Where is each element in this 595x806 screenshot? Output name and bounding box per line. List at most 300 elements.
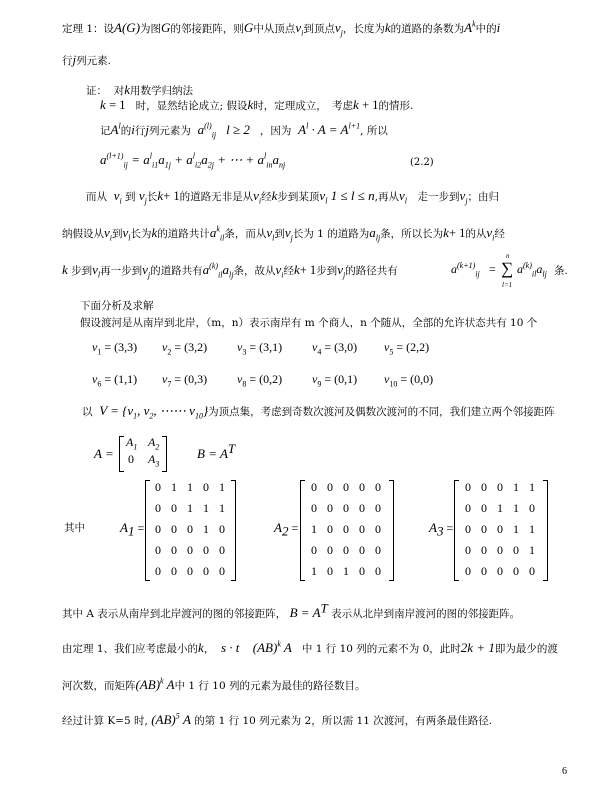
analysis-heading: 下面分析及求解 (80, 300, 154, 312)
text: 的道路共有 (150, 265, 203, 277)
text: 河次数，而矩阵 (62, 680, 136, 692)
A-block: $A_1$ (126, 435, 138, 452)
matrix-cell: 0 (311, 543, 317, 557)
state-symbol: v (92, 340, 98, 354)
math-sub: i (109, 233, 113, 243)
matrix-cell: 0 (171, 543, 177, 557)
state-value: = (0,2) (246, 372, 283, 386)
math-vl (319, 188, 328, 206)
math-part: a (201, 152, 208, 167)
math-product (202, 261, 234, 280)
B-equation (197, 441, 236, 462)
text: 步到 (71, 265, 93, 277)
matrix-cell: 1 (529, 480, 535, 494)
math-sup: l (192, 151, 195, 161)
state-value: = (0,0) (397, 372, 434, 386)
math-v: v (122, 225, 129, 240)
text: 经 (283, 265, 294, 277)
state-value: = (3,2) (171, 340, 208, 354)
math-A: A (182, 712, 191, 727)
math-B: B = A (289, 605, 321, 620)
state-symbol: v (237, 372, 243, 386)
matrix-cell: 0 (311, 501, 317, 515)
bracket-left (300, 480, 305, 581)
math-a: a (222, 262, 229, 277)
math-k: k (247, 97, 254, 112)
text: 列元素为 (148, 125, 191, 137)
text: 的道路无非是从 (179, 191, 254, 203)
matrix-cell: 0 (171, 522, 177, 536)
math-v: v (275, 262, 282, 277)
matrix-cell: 0 (497, 522, 503, 536)
bracket-right (543, 480, 548, 581)
state-symbol: v (312, 372, 318, 386)
state-item (312, 340, 357, 355)
text: 的情形. (378, 100, 414, 112)
matrix-cell: 1 (311, 564, 317, 578)
theorem-label: 定理 1：设 (62, 23, 115, 35)
state-value: = (0,3) (171, 372, 208, 386)
math-k: k (443, 225, 449, 240)
matrix-cell: 0 (465, 543, 471, 557)
matrix-cell: 1 (203, 522, 209, 536)
state-item (384, 340, 429, 355)
math-vj (138, 188, 147, 206)
math-a: a (100, 152, 107, 167)
math-sub: i2 (195, 160, 202, 170)
matrix-cell: 1 (219, 480, 225, 494)
text: 到 (274, 228, 285, 240)
A2-label (274, 520, 299, 539)
matrix-cell: 0 (481, 501, 487, 515)
matrix-cell: 0 (155, 501, 161, 515)
state-item (162, 340, 207, 355)
matrix-A2 (306, 477, 386, 582)
text: 长为 1 的道路为 (292, 228, 370, 240)
math-v: v (266, 225, 273, 240)
math-plus: + 1 (362, 98, 379, 112)
text: 长 (146, 191, 158, 203)
state-symbol: v (92, 372, 98, 386)
final-result (62, 712, 492, 729)
math-A: A (110, 122, 119, 137)
text: ， (203, 643, 215, 655)
proof-base (100, 97, 413, 114)
math-sub: in (266, 160, 273, 170)
text: 的道路共计 (157, 228, 210, 240)
math-part: , v (137, 403, 150, 418)
math-sub: 2j (207, 160, 214, 170)
proof-para-3 (62, 262, 398, 279)
sum-upper: n (506, 252, 510, 260)
state-item (92, 372, 137, 387)
sum-lhs (451, 262, 480, 277)
math-vl (399, 188, 408, 206)
text: 用数学归纳法 (129, 85, 193, 97)
math-v: v (138, 188, 145, 203)
matrix-cell: 0 (327, 480, 333, 494)
matrix-cell: 0 (187, 522, 193, 536)
math-sub: ij (123, 160, 128, 170)
state-symbol: v (237, 340, 243, 354)
math-A: A (429, 520, 437, 535)
bracket-left (454, 480, 459, 581)
state-index: 1 (97, 347, 102, 357)
text: 经 (261, 191, 272, 203)
math-cond: l ≥ 2 (226, 122, 250, 137)
math-a: a (209, 225, 217, 240)
math-part: V = {v (99, 403, 134, 418)
proof-para-1 (86, 188, 499, 205)
math-vj (284, 225, 293, 243)
text: 行 (134, 125, 146, 137)
state-item (384, 372, 433, 387)
matrix-cell: 1 (219, 501, 225, 515)
math-2k1: 2k + 1 (460, 640, 495, 655)
sum-symbol: ∑ (501, 259, 514, 278)
matrix-cell: 0 (497, 480, 503, 494)
matrix-cell: 0 (375, 564, 381, 578)
math-part: } (202, 403, 209, 418)
math-sub: ij (211, 130, 217, 140)
text: 其中 A 表示从南岸到北岸渡河的图的邻接距阵， (62, 608, 287, 620)
math-v: v (295, 20, 302, 35)
text: 的邻接距阵，则 (170, 23, 244, 35)
matrix-cell: 0 (343, 501, 349, 515)
A-block-index: 1 (133, 442, 138, 452)
matrix-meaning (62, 600, 521, 622)
math-sub: l (325, 196, 328, 206)
math-sup: l (149, 151, 153, 161)
matrix-cell: 0 (203, 564, 209, 578)
math-part: a (158, 152, 165, 167)
math-v: v (486, 225, 493, 240)
math-v: v (319, 188, 326, 203)
text: 由定理 1、我们应考虑最小的 (62, 643, 199, 655)
math-k: k (352, 97, 359, 112)
text: 条，所以长为 (380, 228, 444, 240)
math-sup: (l) (204, 121, 212, 131)
A-label (94, 446, 114, 462)
sum-lower: l=1 (502, 281, 513, 289)
state-index: 8 (242, 379, 247, 389)
math-eq: = 1 (109, 98, 126, 112)
matrix-cell: 0 (359, 501, 365, 515)
state-item (92, 340, 137, 355)
math-sub: 10 (194, 411, 203, 421)
matrix-cell: 0 (375, 522, 381, 536)
math-part: (AB) (135, 677, 161, 692)
matrix-cell: 0 (497, 543, 503, 557)
matrix-cell: 0 (343, 480, 349, 494)
math-sup: l+1 (348, 121, 361, 131)
text: 记 (100, 125, 111, 137)
math-sub: il (531, 269, 537, 279)
state-value: = (2,2) (393, 340, 430, 354)
math-product (298, 122, 360, 137)
matrix-cell: 0 (529, 564, 535, 578)
matrix-cell: 1 (203, 501, 209, 515)
matrix-cell: 1 (171, 480, 177, 494)
math-k: k (124, 82, 130, 97)
math-ail (209, 224, 225, 243)
math-sub: ij (475, 269, 480, 279)
proof-label: 证： (86, 85, 107, 97)
text: ；由归 (467, 191, 500, 203)
matrix-cell: 0 (375, 501, 381, 515)
text: 时，定理成立， 考虑 (253, 100, 353, 112)
text: 条，故从 (233, 265, 276, 277)
math-part: a (272, 152, 279, 167)
text: 的道路的条数为 (390, 23, 465, 35)
matrix-cell: 0 (327, 564, 333, 578)
math-sub: j (342, 270, 346, 280)
math-rhs (131, 151, 286, 170)
math-a: a (369, 225, 376, 240)
math-k: k (271, 188, 278, 203)
math-eq: = (446, 521, 454, 535)
math-sup: l (306, 121, 309, 131)
state-value: = (3,3) (101, 340, 138, 354)
math-sub: 3 (436, 523, 444, 539)
matrix-cell: 0 (375, 543, 381, 557)
matrix-cell: 0 (155, 480, 161, 494)
matrix-cell: 0 (155, 543, 161, 557)
math-sub: i (281, 270, 284, 280)
text: 长为 (130, 228, 152, 240)
math-A: A (464, 20, 473, 35)
matrix-cell: 0 (203, 543, 209, 557)
proof-para-2 (62, 225, 505, 242)
math-sub: lj (229, 270, 234, 280)
matrix-cell: 0 (327, 543, 333, 557)
math-sup: (k) (209, 261, 219, 271)
proof-recall (100, 122, 388, 139)
matrix-cell: 0 (513, 543, 519, 557)
matrix-cell: 1 (187, 480, 193, 494)
text: 而从 (86, 191, 107, 203)
text: 的第 1 行 10 列元素为 2，所以需 11 次渡河，有两条最佳路径. (194, 715, 493, 727)
math-sup: T (320, 600, 328, 616)
math-v: v (334, 20, 341, 35)
math-i: i (496, 20, 501, 35)
text: 对 (113, 85, 125, 97)
math-sub: i (119, 196, 122, 206)
A3-label (429, 520, 454, 539)
state-index: 9 (317, 379, 322, 389)
text: ，长度为 (342, 23, 385, 35)
math-j: j (145, 122, 149, 137)
math-v: v (92, 262, 98, 277)
math-sub: i (258, 196, 262, 206)
state-index: 2 (167, 347, 172, 357)
math-sub: i1 (152, 160, 159, 170)
math-a: a (197, 122, 205, 137)
state-item (162, 372, 207, 387)
text: 表示从北岸到南岸渡河的图的邻接距阵。 (331, 608, 521, 620)
matrix-cell: 1 (529, 522, 535, 536)
math-mid: · A = A (308, 122, 349, 137)
text: 步到某顶 (277, 191, 320, 203)
where-label: 其中 (64, 522, 85, 534)
math-Ak (464, 20, 476, 35)
matrix-cell: 0 (529, 501, 535, 515)
math-sub: 1j (164, 160, 171, 170)
math-sup: (k+1) (457, 261, 476, 270)
math-sub: j (290, 233, 293, 243)
matrix-cell: 0 (187, 543, 193, 557)
text: , 所以 (360, 125, 388, 137)
state-symbol: v (162, 340, 168, 354)
math-label: A = (94, 446, 114, 461)
math-k: k (151, 225, 158, 240)
math-part: , ⋯⋯ v (153, 403, 195, 418)
math-ABkA (136, 677, 175, 692)
theorem-line-1 (62, 20, 500, 37)
state-index: 6 (97, 379, 102, 389)
matrix-cell: 0 (171, 564, 177, 578)
theorem-line-2 (62, 52, 111, 69)
math-sub: lj (375, 233, 381, 243)
math-sub: il (219, 233, 225, 243)
text: 中从顶点 (253, 23, 296, 35)
math-sup: k (472, 19, 476, 29)
text: 中 1 行 10 列的元素不为 0，此时 (301, 643, 461, 655)
math-a: a (451, 262, 457, 276)
math-sup: (l+1) (106, 151, 124, 161)
math-vj (334, 20, 343, 38)
math-part: (AB) (151, 712, 176, 727)
matrix-cell: 0 (481, 480, 487, 494)
math-sub: j (465, 196, 468, 206)
math-plus: + 1 (448, 226, 466, 240)
bracket-right (231, 480, 236, 581)
matrix-cell: 0 (219, 522, 225, 536)
matrix-cell: 0 (311, 480, 317, 494)
math-Al (111, 122, 121, 137)
equation-2-2 (100, 152, 285, 169)
page-number: 6 (562, 766, 567, 777)
math-part: (AB) (252, 640, 278, 655)
bracket-right (389, 480, 394, 581)
matrix-cell: 0 (327, 501, 333, 515)
math-v: v (253, 188, 259, 203)
math-a: a (536, 262, 543, 276)
state-value: = (3,0) (321, 340, 358, 354)
text: 经 (494, 228, 505, 240)
text: 的 (120, 125, 132, 137)
math-vl (92, 262, 101, 280)
bracket-right (162, 436, 167, 472)
analysis-assumption: 假设渡河是从南岸到北岸，（m，n）表示南岸有 m 个商人，n 个随从，全部的允许状态共有 10 个 (80, 317, 538, 329)
math-v: v (104, 225, 110, 240)
matrix-A3 (460, 477, 540, 582)
text: 中的 (475, 23, 497, 35)
math-aij (197, 121, 217, 140)
math-sub: l (404, 196, 408, 206)
math-alj (369, 225, 381, 243)
text: 步到 (316, 265, 338, 277)
math-a: a (202, 262, 210, 277)
math-v: v (459, 188, 466, 203)
text: 时，显然结论成立; 假设 (135, 100, 248, 112)
math-sub: 1 (133, 411, 138, 421)
math-vj (337, 262, 346, 280)
math-A: A (283, 640, 292, 655)
text: 列元素. (76, 55, 111, 67)
text: 为顶点集，考虑到奇数次渡河及偶数次渡河的不同，我们建立两个邻接距阵 (208, 406, 555, 418)
math-A: A (298, 122, 307, 137)
text: 为图 (140, 23, 162, 35)
math-sub: i (301, 28, 304, 38)
A-block-index: 2 (155, 442, 160, 452)
math-G: G (243, 20, 254, 35)
math-plus: + 1 (163, 189, 180, 203)
math-sub: 2 (281, 523, 289, 539)
state-value: = (3,1) (246, 340, 283, 354)
matrix-cell: 1 (529, 543, 535, 557)
math-vj (142, 262, 151, 280)
math-ABkA (253, 640, 292, 655)
math-sub: j (340, 28, 343, 38)
math-A: A (120, 520, 128, 535)
matrix-cell: 0 (481, 543, 487, 557)
math-A: A (166, 677, 175, 692)
matrix-cell: 0 (375, 480, 381, 494)
math-sup: l (264, 151, 267, 161)
math-v: v (284, 225, 291, 240)
state-index: 3 (242, 347, 247, 357)
text: 条. (554, 265, 568, 277)
math-sup: T (227, 441, 236, 456)
matrix-cell: 1 (497, 501, 503, 515)
matrix-cell: 1 (343, 564, 349, 578)
math-B: B = A (197, 446, 228, 461)
text: 的从 (465, 228, 487, 240)
matrix-cell: 0 (343, 543, 349, 557)
math-sub: j (147, 270, 151, 280)
math-vset (99, 403, 209, 421)
state-value: = (0,1) (321, 372, 358, 386)
math-sub: j (144, 196, 147, 206)
conclusion-line-1 (62, 640, 558, 657)
text: 以 (82, 406, 93, 418)
math-part: = a (131, 152, 150, 167)
A1-label (120, 520, 145, 539)
math-sup: k (277, 639, 281, 649)
math-sub: nj (278, 160, 286, 170)
state-index: 10 (389, 379, 398, 389)
matrix-cell: 0 (359, 480, 365, 494)
matrix-cell: 0 (465, 522, 471, 536)
matrix-cell: 1 (311, 522, 317, 536)
matrix-cell: 1 (513, 522, 519, 536)
text: 经过计算 K=5 时, (62, 715, 148, 727)
math-k: k (198, 640, 204, 655)
matrix-cell: 0 (481, 564, 487, 578)
math-vi (253, 188, 262, 206)
matrix-cell: 0 (219, 543, 225, 557)
math-st: s · t (221, 640, 240, 655)
math-sub: 2 (149, 411, 154, 421)
state-item (237, 372, 282, 387)
math-v: v (337, 262, 343, 277)
math-sub: i (492, 233, 495, 243)
matrix-cell: 0 (155, 522, 161, 536)
math-sup: l (118, 121, 121, 131)
math-A: A (274, 520, 282, 535)
text: 到 (125, 191, 136, 203)
